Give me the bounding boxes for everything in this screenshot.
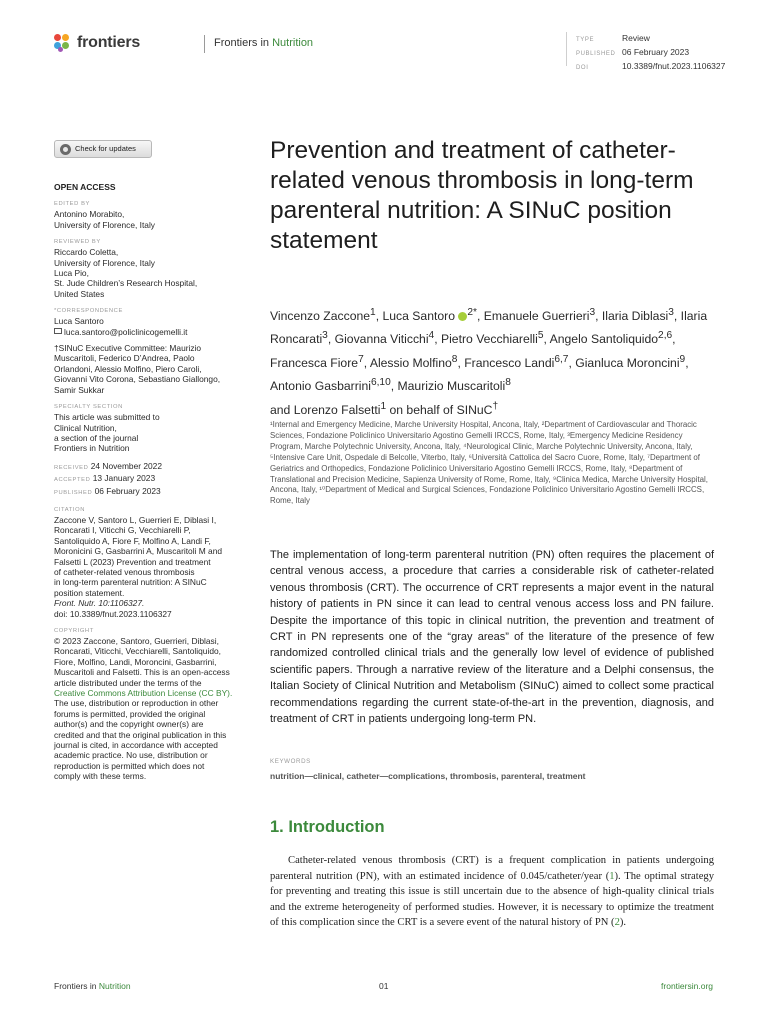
correspondence-label: *CORRESPONDENCE <box>54 308 123 315</box>
correspondence-name: Luca Santoro <box>54 316 104 327</box>
author-name[interactable]: Vincenzo Zaccone <box>270 309 371 324</box>
author-name[interactable]: , Maurizio Muscaritoli <box>390 379 506 394</box>
frontiers-logo[interactable] <box>54 34 140 52</box>
author-affil: 6,10 <box>370 377 391 389</box>
footer-journal[interactable] <box>54 981 131 991</box>
reviewed-by-label: REVIEWED BY <box>54 239 101 246</box>
cc-by-license-link[interactable]: Creative Commons Attribution License (CC BY). <box>54 688 233 699</box>
author-name[interactable]: , Gianluca Moroncini <box>568 356 680 370</box>
executive-committee: †SINuC Executive Committee: Maurizio Muscaritoli, Federico D’Andrea, Paolo Orlandoni, Alessio Molfino, Piero Caroli, Giovanni Vito Corona, Sebastiano Giallongo, Samir Sukkar <box>54 343 221 395</box>
copyright-terms: The use, distribution or reproduction in other forums is permitted, provided the original author(s) and the copyright owner(s) are credited and that the original publication in this journal is cited, in accordance with accepted academic practice. No use, distribution or reproduction is permitted which does not comply with these terms. <box>54 698 227 782</box>
intro-text: ). <box>619 917 627 929</box>
doi-value[interactable]: 10.3389/fnut.2023.1106327 <box>622 61 726 71</box>
author-affil: 8 <box>451 353 458 365</box>
author-name[interactable]: , Luca Santoro <box>375 309 455 324</box>
author-affil: 1 <box>370 307 376 318</box>
published-label: PUBLISHED <box>576 51 616 57</box>
open-access-label: OPEN ACCESS <box>54 182 116 192</box>
keywords-label: KEYWORDS <box>270 758 311 765</box>
article-dates <box>54 461 254 498</box>
author-name[interactable]: , Pietro Vecchiarelli <box>434 332 538 347</box>
accepted-date: 13 January 2023 <box>92 473 156 484</box>
author-name[interactable]: , Antonio Gasbarrini <box>270 356 689 394</box>
author-name[interactable]: , Angelo Santoliquido <box>543 332 659 347</box>
reference-link[interactable]: 1 <box>609 870 615 882</box>
reference-link[interactable]: 2 <box>614 917 620 929</box>
crossmark-icon <box>60 144 71 155</box>
page-number: 01 <box>379 981 389 991</box>
published-date: 06 February 2023 <box>94 485 161 496</box>
author-affil: 3 <box>589 307 596 318</box>
article-meta <box>576 32 725 74</box>
author-list <box>270 303 710 420</box>
header-divider <box>204 35 205 53</box>
published-label-sidebar: PUBLISHED <box>54 489 93 496</box>
meta-divider <box>566 32 567 66</box>
journal-name[interactable] <box>214 37 313 49</box>
copyright-text: © 2023 Zaccone, Santoro, Guerrieri, Diblasi, Roncarati, Viticchi, Vecchiarelli, Santoliquido, Fiore, Molfino, Landi, Moroncini, Gasbarrini, Muscaritoli and Falsetti. This is an open-access article distributed under the terms of the <box>54 636 230 688</box>
author-affil: 2,6 <box>658 330 673 342</box>
journal-title: Nutrition <box>272 37 314 49</box>
edited-by: Antonino Morabito, University of Florence, Italy <box>54 209 155 230</box>
author-affil: 7 <box>358 353 364 365</box>
specialty-section: This article was submitted to Clinical Nutrition, a section of the journal Frontiers in Nutrition <box>54 412 160 454</box>
author-group[interactable]: on behalf of SINuC <box>386 402 493 417</box>
author-affil: 2* <box>467 307 477 318</box>
author-name[interactable]: , Francesco Landi <box>457 356 555 370</box>
author-name[interactable]: , Emanuele Guerrieri <box>476 309 590 324</box>
page-header <box>54 32 726 72</box>
author-name[interactable]: , Francesca Fiore <box>270 332 676 370</box>
citation-text: Zaccone V, Santoro L, Guerrieri E, Diblasi I, Roncarati I, Viticchi G, Vecchiarelli P, Santoliquido A, Fiore F, Molfino A, Landi F, Moronicini G, Gasbarrini A, Muscaritoli M and Falsetti L (2023) Prevention and treatment of catheter-related venous thrombosis in long-term parenteral nutrition: A SINuC position statement. <box>54 514 223 598</box>
reviewed-by: Riccardo Coletta, University of Florence, Italy Luca Pio, St. Jude Children’s Research Hospital, United States <box>54 247 198 299</box>
received-label: RECEIVED <box>54 464 89 471</box>
envelope-icon <box>54 328 62 334</box>
footer-journal-name: Nutrition <box>98 981 131 991</box>
author-affil: 1 <box>380 400 387 412</box>
section-title-introduction: 1. Introduction <box>270 818 385 836</box>
author-affil: 5 <box>537 330 544 342</box>
footer-prefix: Frontiers in <box>54 981 97 991</box>
type-value: Review <box>622 33 650 43</box>
intro-text: Catheter-related venous thrombosis (CRT) is a frequent complication in patients undergoing parenteral nutrition (PN), with an estimated incidence of 0.045/catheter/year ( <box>270 855 714 882</box>
author-name[interactable]: and Lorenzo Falsetti <box>270 402 381 417</box>
correspondence-email-row[interactable] <box>54 327 254 337</box>
edited-by-label: EDITED BY <box>54 201 91 208</box>
correspondence-email[interactable]: luca.santoro@policlinicogemelli.it <box>64 326 188 337</box>
specialty-section-label: SPECIALTY SECTION <box>54 404 123 411</box>
affiliations: ¹Internal and Emergency Medicine, Marche University Hospital, Ancona, Italy, ²Department of Cardiovascular and Thoracic Sciences, Fondazione Policlinico Universitario Agostino Gemelli IRCCS, Rome, Italy, ³Emergency Medicine Residency Program, Marche Polytechnic University, Ancona, Italy, ⁴Neurological Clinic, Marche Polytechnic University, Ancona, Italy, ⁵Intensive Care Unit, Ospedale di Belcolle, Viterbo, Italy, ⁶Università Cattolica del Sacro Cuore, Rome, Italy, ⁷Department of Geriatrics and Orthopedics, Fondazione Policlinico Universitario Agostino Gemelli IRCCS, Rome, Italy, ⁸Department of Translational and Precision Medicine, Sapienza University of Rome, Rome, Italy, ⁹Clinica Medica, Marche University Hospital, Ancona, Italy, ¹⁰Department of Medical and Surgical Sciences, Fondazione Policlinico Universitario Agostino Gemelli IRCCS, Rome, Italy <box>270 420 708 506</box>
received-date: 24 November 2022 <box>90 460 162 471</box>
author-name[interactable]: , Ilaria Roncarati <box>270 309 708 347</box>
check-for-updates-button[interactable] <box>54 140 152 158</box>
citation-doi[interactable]: doi: 10.3389/fnut.2023.1106327 <box>54 608 172 619</box>
author-affil: 6,7 <box>554 353 569 365</box>
footer-site-link[interactable]: frontiersin.org <box>661 981 713 991</box>
type-label: TYPE <box>576 37 595 43</box>
author-affil: 4 <box>428 330 435 342</box>
author-name[interactable]: , Giovanna Viticchi <box>327 332 429 347</box>
copyright-label: COPYRIGHT <box>54 628 94 634</box>
logo-text: frontiers <box>77 34 141 51</box>
journal-prefix: Frontiers in <box>214 37 270 49</box>
author-affil: 3 <box>322 330 328 342</box>
citation-label: CITATION <box>54 506 85 513</box>
doi-label: DOI <box>576 65 589 71</box>
introduction-paragraph <box>270 853 714 931</box>
article-sidebar <box>54 140 254 782</box>
published-value: 06 February 2023 <box>622 47 690 57</box>
intro-text: ). The optimal strategy for preventing and treating this issue is still uncertain due to the absence of high-quality clinical trials and the extreme heterogeneity of performed studies. However, it is necessary to optimize the treatment of this complication since the CRT is a severe event of the natural history of PN ( <box>270 870 714 929</box>
keywords: nutrition—clinical, catheter—complications, thrombosis, parenteral, treatment <box>270 771 586 781</box>
author-affil: 3 <box>668 307 674 318</box>
check-for-updates-label: Check for updates <box>75 143 136 153</box>
author-affil: † <box>492 400 499 412</box>
article-title: Prevention and treatment of catheter-related venous thrombosis in long-term parenteral nutrition: A SINuC position statement <box>270 137 694 254</box>
author-name[interactable]: , Ilaria Diblasi <box>595 309 669 324</box>
author-affil: 8 <box>505 377 511 389</box>
accepted-label: ACCEPTED <box>54 477 91 484</box>
author-affil: 9 <box>679 353 686 365</box>
citation-journal: Front. Nutr. 10:1106327. <box>54 598 145 609</box>
abstract: The implementation of long-term parenteral nutrition (PN) often requires the placement of central venous access, a procedure that carries a considerable risk of catheter-related venous thrombosis (CRT). The occurrence of CRT represents a major event in the natural history of patients in PN since it can lead to central venous access loss and PN failure. Despite the importance of this topic in clinical nutrition, the prevention and treatment of CRT in PN represents one of the “gray areas” of the literature of the presence of few randomized controlled clinical trials and the generally low level of evidence of published scientific papers. Through a narrative review of the literature and a Delphi consensus, the Italian Society of Clinical Nutrition and Metabolism (SINuC) aimed to collect some practical recommendations regarding the current state-of-the-art in the prevention, diagnosis, and treatment of CRT in patients undergoing long-term PN. <box>270 549 714 726</box>
frontiers-logo-icon <box>54 34 72 52</box>
author-name[interactable]: , Alessio Molfino <box>363 356 452 370</box>
